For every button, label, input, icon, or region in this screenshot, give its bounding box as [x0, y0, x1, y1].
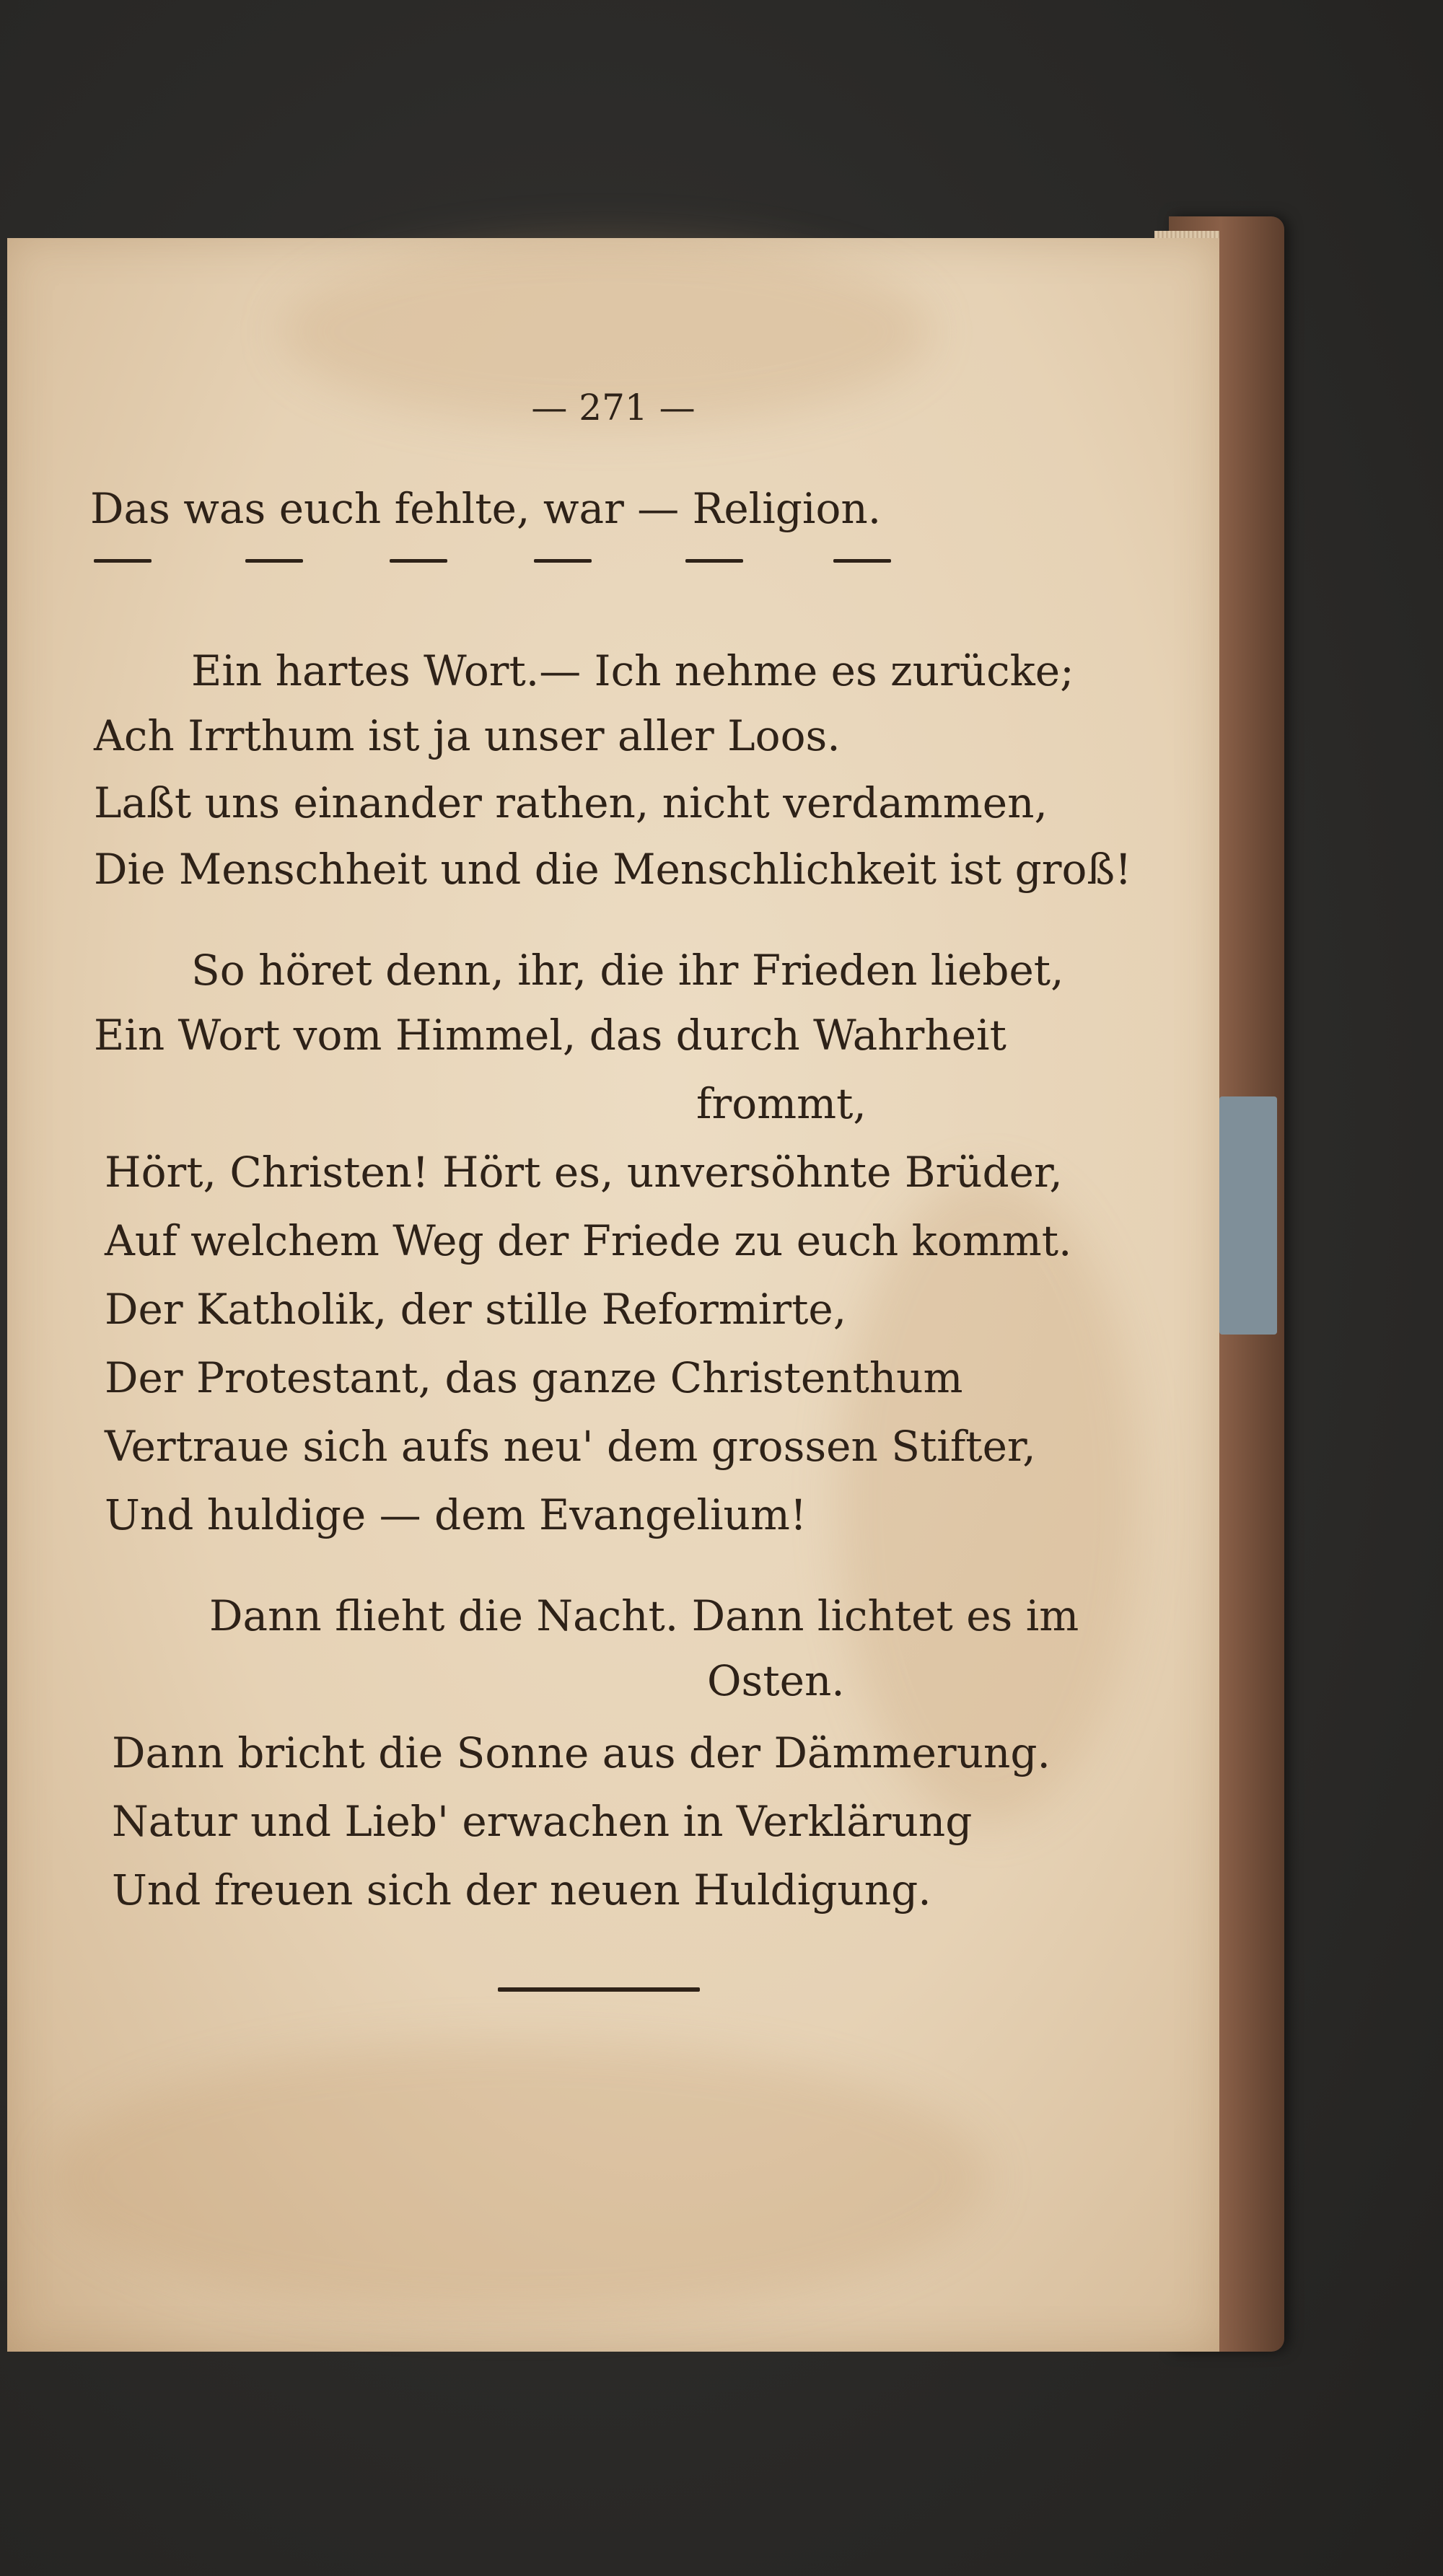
text-line: Das was euch fehlte, war — Religion. — [90, 484, 882, 533]
dash — [94, 559, 152, 563]
text-line: Und freuen sich der neuen Huldigung. — [112, 1865, 931, 1915]
dash — [534, 559, 592, 563]
book-page — [7, 238, 1219, 2352]
cover-tab — [1219, 1096, 1277, 1335]
page-number: — 271 — — [531, 387, 696, 428]
text-line: Die Menschheit und die Menschlichkeit ist groß! — [94, 845, 1132, 894]
dash — [245, 559, 303, 563]
text-line: Ein Wort vom Himmel, das durch Wahrheit — [94, 1011, 1006, 1060]
text-line: Osten. — [707, 1656, 845, 1705]
paper-stain — [51, 2041, 988, 2316]
dash — [685, 559, 743, 563]
text-line: Und huldige — dem Evangelium! — [105, 1490, 807, 1539]
text-line: Hört, Christen! Hört es, unversöhnte Brüder, — [105, 1148, 1063, 1197]
dash — [833, 559, 891, 563]
text-line: Ein hartes Wort.— Ich nehme es zurücke; — [191, 646, 1074, 695]
text-line: Der Katholik, der stille Reformirte, — [105, 1285, 847, 1334]
text-line: Ach Irrthum ist ja unser aller Loos. — [94, 711, 841, 760]
end-rule — [498, 1987, 700, 1992]
text-line: Dann bricht die Sonne aus der Dämmerung. — [112, 1728, 1051, 1777]
text-line: Natur und Lieb' erwachen in Verklärung — [112, 1797, 973, 1846]
text-line: Der Protestant, das ganze Christenthum — [105, 1353, 963, 1402]
text-line: Dann flieht die Nacht. Dann lichtet es im — [209, 1591, 1079, 1640]
text-line: Laßt uns einander rathen, nicht verdammen, — [94, 778, 1048, 827]
text-line: Vertraue sich aufs neu' dem grossen Stifter, — [105, 1422, 1036, 1471]
text-line: frommt, — [696, 1079, 867, 1128]
text-line: So höret denn, ihr, die ihr Frieden liebet, — [191, 946, 1064, 995]
dash — [390, 559, 447, 563]
dash-separator — [94, 559, 902, 566]
text-line: Auf welchem Weg der Friede zu euch kommt. — [105, 1216, 1072, 1265]
